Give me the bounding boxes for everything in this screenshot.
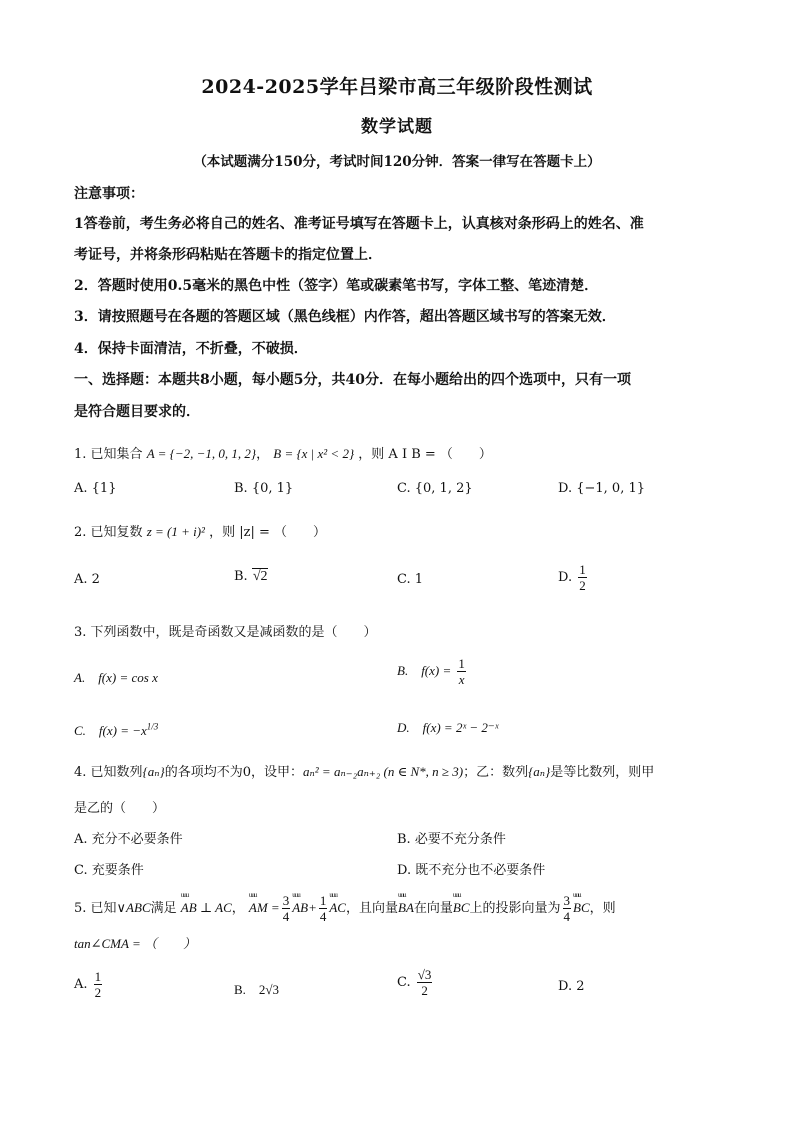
- q1-set-a: A = {−2, −1, 0, 1, 2}: [146, 446, 257, 461]
- q5-ba: uuu BA: [398, 900, 414, 916]
- q5-option-c-frac: [417, 967, 433, 998]
- q2-option-b-label: B.: [234, 569, 248, 584]
- q3-option-b[interactable]: [397, 656, 468, 687]
- q2-option-d-label: D.: [558, 570, 573, 585]
- q5-text-d: 在向量: [413, 901, 453, 916]
- q5-coef-1: [282, 893, 291, 924]
- question-4: [74, 761, 654, 780]
- notice-item-1-cont: 考证号，并将条形码粘贴在答题卡的指定位置上．: [74, 247, 382, 263]
- q5-ab: uuu AB+: [292, 900, 317, 916]
- q4-seq-2: {aₙ}: [528, 764, 551, 779]
- notice-heading: 注意事项：: [74, 186, 144, 202]
- q2-option-b-value: √2: [252, 569, 268, 584]
- q5-perp: uuu AB ⊥ AC: [181, 900, 232, 916]
- q5-coef-2-den: 4: [319, 909, 327, 924]
- q3-option-a[interactable]: A. f(x) = cos x: [74, 670, 158, 685]
- q2-option-d[interactable]: [558, 562, 589, 593]
- q5-text-b: 满足: [150, 901, 177, 916]
- q5-text-e: 上的投影向量为: [469, 901, 561, 916]
- q4-cond: aₙ² = aₙ₋₂aₙ₊₂ (n ∈ N*, n ≥ 3): [303, 764, 464, 779]
- question-3: 3. 下列函数中，既是奇函数又是减函数的是（ ）: [74, 625, 377, 640]
- q3-option-b-label: B. f(x) =: [397, 663, 452, 678]
- q3-option-c-exp: 1/3: [146, 721, 159, 732]
- q5-triangle: ∨ABC: [116, 900, 151, 915]
- q5-coef-2: [319, 893, 328, 924]
- q2-option-a[interactable]: A. 2: [74, 572, 100, 587]
- q5-option-a-num: 1: [94, 969, 102, 984]
- notice-item-3: 3．请按照题号在各题的答题区域（黑色线框）内作答，超出答题区域书写的答案无效．: [74, 309, 616, 325]
- q1-option-b[interactable]: B. {0, 1}: [234, 481, 294, 496]
- q4-option-c[interactable]: C. 充要条件: [74, 863, 144, 878]
- q5-am: uuu AM =: [249, 900, 280, 916]
- q5-coef-1-num: 3: [282, 893, 290, 908]
- q5-bc-2: uuu BC: [573, 900, 590, 916]
- q5-option-a[interactable]: [74, 969, 104, 1000]
- q5-text-f: ，则: [589, 901, 616, 916]
- notice-item-4: 4．保持卡面清洁，不折叠，不破损．: [74, 341, 308, 357]
- q3-option-b-den: x: [458, 672, 465, 687]
- notice-item-2: 2．答题时使用0.5毫米的黑色中性（签字）笔或碳素笔书写，字体工整、笔迹清楚．: [74, 278, 599, 294]
- q5-bc: uuu BC: [453, 900, 470, 916]
- q5-text-c: ，且向量: [345, 901, 398, 916]
- q5-coef-2-num: 1: [319, 893, 327, 908]
- q2-option-b[interactable]: [234, 569, 268, 585]
- q4-option-b[interactable]: B. 必要不充分条件: [397, 832, 506, 847]
- question-2: [74, 521, 326, 540]
- q5-option-c-num: √3: [417, 967, 432, 982]
- q2-option-c[interactable]: C. 1: [397, 572, 424, 587]
- q1-set-b: B = {x | x² < 2}: [273, 446, 355, 461]
- q5-option-b[interactable]: B. 2√3: [234, 982, 280, 997]
- q5-ac: uuu AC: [329, 900, 346, 916]
- q3-option-c-label: C. f(x) = −x: [74, 723, 147, 738]
- question-1: 1. 已知集合 A = {−2, −1, 0, 1, 2}， B = {x | x² < 2} ，则 A I B = （ ）: [74, 446, 492, 462]
- q5-option-d[interactable]: D. 2: [558, 979, 585, 994]
- q5-option-c-label: C.: [397, 975, 411, 990]
- q4-text-c: ；乙：数列: [463, 765, 529, 780]
- q5-coef-3-den: 4: [563, 909, 571, 924]
- q4-text-a: 4. 已知数列: [74, 765, 143, 780]
- q1-suffix: ，则 A I B = （ ）: [358, 447, 492, 462]
- q5-coef-3: [563, 893, 572, 924]
- q3-option-d[interactable]: D. f(x) = 2ˣ − 2⁻ˣ: [397, 720, 499, 735]
- q2-expr: z = (1 + i)²: [146, 524, 205, 539]
- q2-prefix: 2. 已知复数: [74, 525, 143, 540]
- q1-option-d[interactable]: D. {−1, 0, 1}: [558, 481, 646, 496]
- q3-option-c[interactable]: [74, 720, 158, 739]
- section-heading: 一、选择题：本题共8小题，每小题5分，共40分．在每小题给出的四个选项中，只有一项: [74, 372, 631, 388]
- q5-coef-1-den: 4: [282, 909, 290, 924]
- question-5: 5. 已知∨ABC满足 uuu AB ⊥ AC， uuu AM = $\frac{3}{4}$ uuu AB+ $\frac{1}{4}$ uuu AC，且向量uuu BA在向量uuu BC上的投影向量为 $\frac{3}{4}$ uuu BC，则: [74, 893, 616, 924]
- notice-item-1: 1答卷前，考生务必将自己的姓名、准考证号填写在答题卡上，认真核对条形码上的姓名、准: [74, 216, 644, 232]
- q5-coef-3-num: 3: [563, 893, 571, 908]
- q5-option-c-den: 2: [421, 983, 428, 998]
- exam-note: （本试题满分150分，考试时间120分钟．答案一律写在答题卡上）: [193, 154, 601, 170]
- q1-option-c[interactable]: C. {0, 1, 2}: [397, 481, 473, 496]
- q2-option-d-frac: [578, 562, 587, 593]
- q2-option-d-num: 1: [579, 562, 586, 577]
- q4-text-b: 的各项均不为0，设甲：: [164, 765, 303, 780]
- exam-title: 2024-2025学年吕梁市高三年级阶段性测试: [201, 76, 593, 98]
- q1-option-a[interactable]: A. {1}: [74, 481, 117, 496]
- q3-option-b-frac: [457, 656, 466, 687]
- q4-text-d: 是等比数列，则甲: [550, 765, 655, 780]
- q4-seq: {aₙ}: [142, 764, 165, 779]
- exam-subject: 数学试题: [361, 117, 433, 137]
- q4-option-d[interactable]: D. 既不充分也不必要条件: [397, 863, 546, 878]
- section-heading-cont: 是符合题目要求的．: [74, 404, 200, 420]
- q1-prefix: 1. 已知集合: [74, 447, 143, 462]
- q5-option-c[interactable]: [397, 967, 434, 998]
- q4-option-a[interactable]: A. 充分不必要条件: [74, 832, 183, 847]
- q5-option-a-den: 2: [94, 985, 102, 1000]
- q5-option-a-frac: [94, 969, 103, 1000]
- q3-option-b-num: 1: [458, 656, 465, 671]
- q2-suffix: ，则 |z| = （ ）: [209, 525, 327, 540]
- question-4-cont: 是乙的（ ）: [74, 801, 166, 816]
- q5-option-a-label: A.: [74, 977, 88, 992]
- question-5-cont: tan∠CMA = （ ）: [74, 936, 196, 951]
- q2-option-d-den: 2: [579, 578, 586, 593]
- q5-text-a: 5. 已知: [74, 901, 117, 916]
